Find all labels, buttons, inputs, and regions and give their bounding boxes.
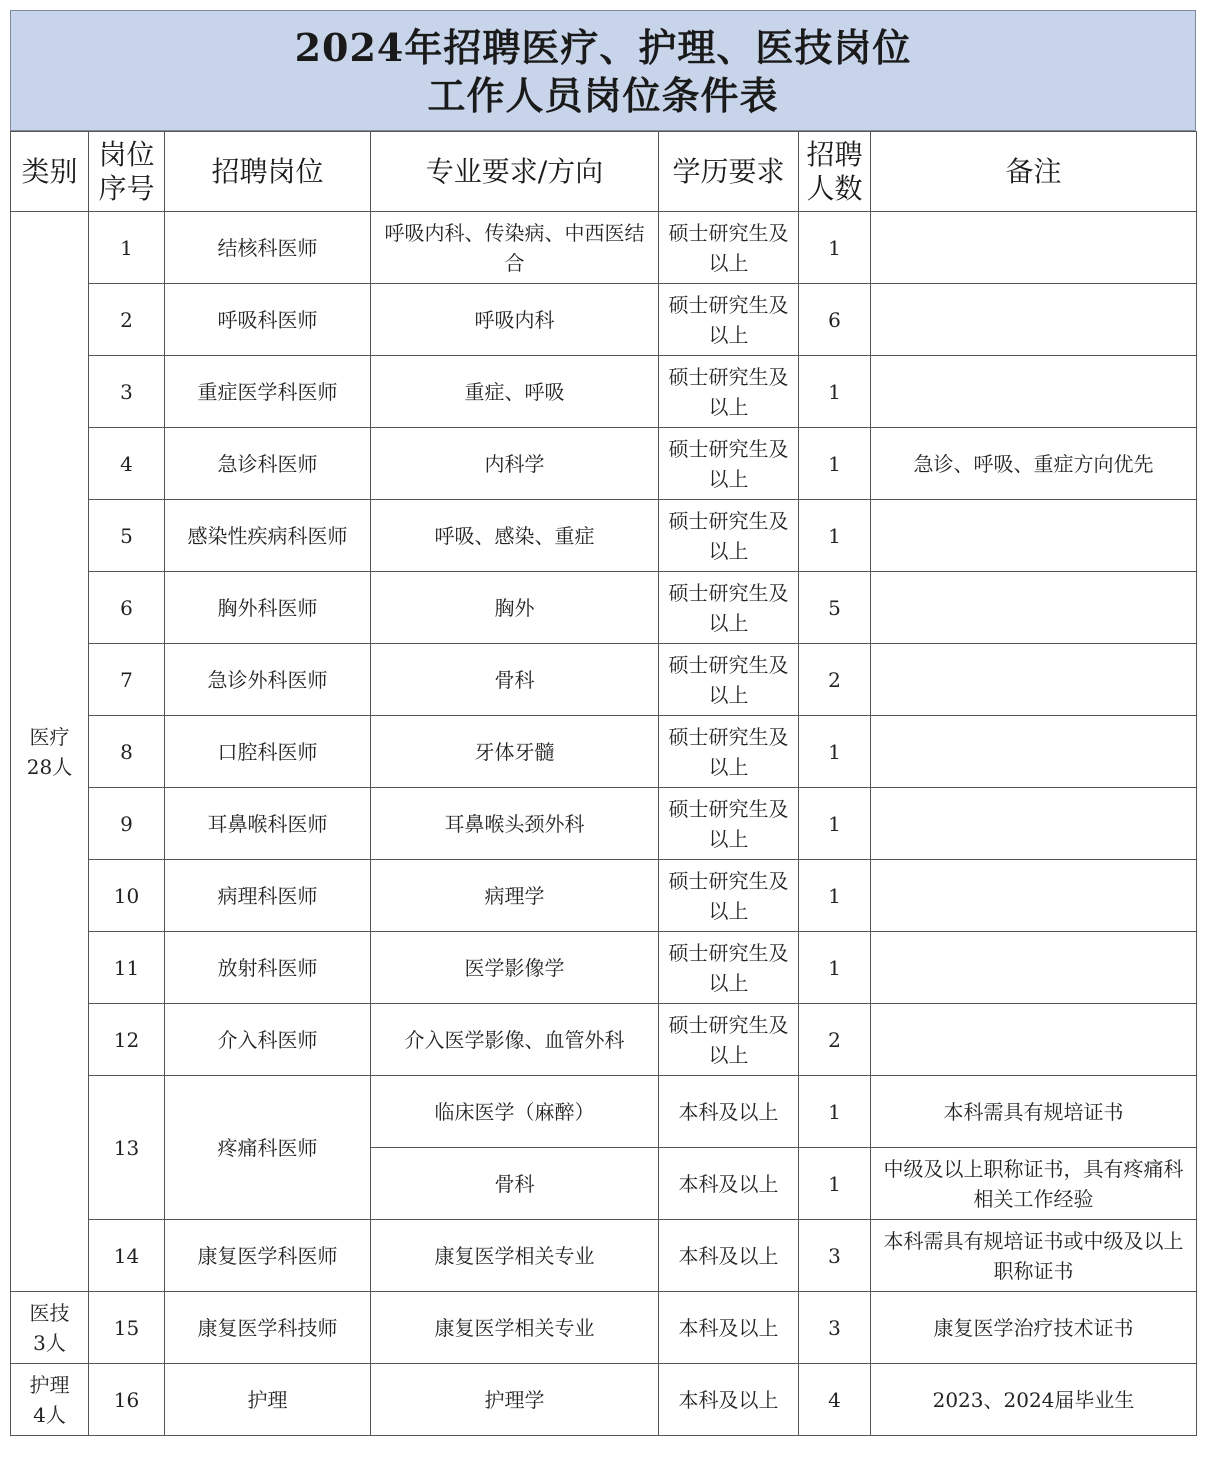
table-row	[11, 860, 1197, 932]
education-cell: 硕士研究生及以上	[659, 500, 799, 572]
seq-cell: 14	[89, 1220, 165, 1292]
table-row	[11, 284, 1197, 356]
header-count: 招聘 人数	[799, 132, 871, 212]
category-label: 护理	[29, 1372, 70, 1397]
position-cell: 放射科医师	[165, 932, 371, 1004]
title-line-2: 工作人员岗位条件表	[427, 73, 779, 118]
count-cell: 1	[799, 212, 871, 284]
position-conditions-table	[10, 131, 1197, 1436]
category-label: 医疗	[29, 724, 70, 749]
education-cell: 本科及以上	[659, 1364, 799, 1436]
seq-cell: 7	[89, 644, 165, 716]
note-cell	[871, 932, 1197, 1004]
major-cell: 病理学	[371, 860, 659, 932]
major-cell: 呼吸内科、传染病、中西医结合	[371, 212, 659, 284]
count-cell: 1	[799, 932, 871, 1004]
note-cell	[871, 788, 1197, 860]
seq-cell: 10	[89, 860, 165, 932]
count-cell: 1	[799, 788, 871, 860]
count-cell: 1	[799, 860, 871, 932]
note-cell	[871, 1004, 1197, 1076]
count-cell: 1	[799, 716, 871, 788]
note-cell	[871, 644, 1197, 716]
header-seq: 岗位 序号	[89, 132, 165, 212]
education-cell: 硕士研究生及以上	[659, 284, 799, 356]
position-cell: 呼吸科医师	[165, 284, 371, 356]
position-cell: 结核科医师	[165, 212, 371, 284]
note-cell: 本科需具有规培证书	[871, 1076, 1197, 1148]
education-cell: 硕士研究生及以上	[659, 212, 799, 284]
major-cell: 临床医学（麻醉）	[371, 1076, 659, 1148]
table-row	[11, 932, 1197, 1004]
note-cell	[871, 716, 1197, 788]
seq-cell: 15	[89, 1292, 165, 1364]
position-cell: 介入科医师	[165, 1004, 371, 1076]
table-row	[11, 1004, 1197, 1076]
count-cell: 2	[799, 1004, 871, 1076]
major-cell: 牙体牙髓	[371, 716, 659, 788]
education-cell: 硕士研究生及以上	[659, 428, 799, 500]
category-label: 医技	[29, 1300, 70, 1325]
position-cell: 胸外科医师	[165, 572, 371, 644]
note-cell: 本科需具有规培证书或中级及以上职称证书	[871, 1220, 1197, 1292]
seq-cell: 8	[89, 716, 165, 788]
position-cell: 疼痛科医师	[165, 1076, 371, 1220]
count-cell: 3	[799, 1292, 871, 1364]
major-cell: 胸外	[371, 572, 659, 644]
seq-cell: 12	[89, 1004, 165, 1076]
note-cell	[871, 860, 1197, 932]
major-cell: 护理学	[371, 1364, 659, 1436]
position-cell: 康复医学科医师	[165, 1220, 371, 1292]
header-position: 招聘岗位	[165, 132, 371, 212]
category-count: 28人	[26, 754, 73, 779]
position-cell: 感染性疾病科医师	[165, 500, 371, 572]
seq-cell: 6	[89, 572, 165, 644]
note-cell	[871, 572, 1197, 644]
header-education: 学历要求	[659, 132, 799, 212]
table-row	[11, 212, 1197, 284]
education-cell: 本科及以上	[659, 1292, 799, 1364]
education-cell: 硕士研究生及以上	[659, 572, 799, 644]
major-cell: 呼吸内科	[371, 284, 659, 356]
note-cell: 2023、2024届毕业生	[871, 1364, 1197, 1436]
education-cell: 硕士研究生及以上	[659, 644, 799, 716]
count-cell: 5	[799, 572, 871, 644]
category-cell-nursing	[11, 1364, 89, 1436]
major-cell: 呼吸、感染、重症	[371, 500, 659, 572]
major-cell: 骨科	[371, 644, 659, 716]
seq-cell: 11	[89, 932, 165, 1004]
seq-cell: 4	[89, 428, 165, 500]
recruitment-table-document	[10, 10, 1196, 1452]
note-cell	[871, 356, 1197, 428]
count-cell: 2	[799, 644, 871, 716]
category-cell-tech	[11, 1292, 89, 1364]
major-cell: 耳鼻喉头颈外科	[371, 788, 659, 860]
category-count: 4人	[33, 1402, 66, 1427]
position-cell: 重症医学科医师	[165, 356, 371, 428]
major-cell: 医学影像学	[371, 932, 659, 1004]
header-category: 类别	[11, 132, 89, 212]
major-cell: 康复医学相关专业	[371, 1292, 659, 1364]
education-cell: 硕士研究生及以上	[659, 860, 799, 932]
table-row	[11, 644, 1197, 716]
position-cell: 急诊外科医师	[165, 644, 371, 716]
seq-cell: 1	[89, 212, 165, 284]
count-cell: 4	[799, 1364, 871, 1436]
count-cell: 6	[799, 284, 871, 356]
note-cell	[871, 212, 1197, 284]
table-row	[11, 1076, 1197, 1148]
category-count: 3人	[33, 1330, 66, 1355]
seq-cell: 9	[89, 788, 165, 860]
note-cell	[871, 284, 1197, 356]
table-row	[11, 356, 1197, 428]
note-cell: 康复医学治疗技术证书	[871, 1292, 1197, 1364]
major-cell: 骨科	[371, 1148, 659, 1220]
count-cell: 3	[799, 1220, 871, 1292]
education-cell: 硕士研究生及以上	[659, 716, 799, 788]
position-cell: 康复医学科技师	[165, 1292, 371, 1364]
count-cell: 1	[799, 1076, 871, 1148]
major-cell: 介入医学影像、血管外科	[371, 1004, 659, 1076]
header-major: 专业要求/方向	[371, 132, 659, 212]
title-line-1: 2024年招聘医疗、护理、医技岗位	[294, 25, 912, 70]
header-row	[11, 132, 1197, 212]
major-cell: 重症、呼吸	[371, 356, 659, 428]
major-cell: 康复医学相关专业	[371, 1220, 659, 1292]
position-cell: 病理科医师	[165, 860, 371, 932]
education-cell: 硕士研究生及以上	[659, 788, 799, 860]
count-cell: 1	[799, 428, 871, 500]
count-cell: 1	[799, 1148, 871, 1220]
position-cell: 口腔科医师	[165, 716, 371, 788]
seq-cell: 5	[89, 500, 165, 572]
table-row	[11, 428, 1197, 500]
table-title	[10, 10, 1196, 131]
education-cell: 硕士研究生及以上	[659, 932, 799, 1004]
seq-cell: 13	[89, 1076, 165, 1220]
note-cell	[871, 500, 1197, 572]
education-cell: 本科及以上	[659, 1148, 799, 1220]
seq-cell: 3	[89, 356, 165, 428]
table-row	[11, 1220, 1197, 1292]
position-cell: 急诊科医师	[165, 428, 371, 500]
count-cell: 1	[799, 356, 871, 428]
education-cell: 本科及以上	[659, 1076, 799, 1148]
seq-cell: 16	[89, 1364, 165, 1436]
table-row	[11, 1364, 1197, 1436]
seq-cell: 2	[89, 284, 165, 356]
table-row	[11, 572, 1197, 644]
table-row	[11, 1292, 1197, 1364]
position-cell: 耳鼻喉科医师	[165, 788, 371, 860]
position-cell: 护理	[165, 1364, 371, 1436]
table-row	[11, 788, 1197, 860]
table-row	[11, 500, 1197, 572]
major-cell: 内科学	[371, 428, 659, 500]
note-cell: 中级及以上职称证书，具有疼痛科相关工作经验	[871, 1148, 1197, 1220]
education-cell: 硕士研究生及以上	[659, 1004, 799, 1076]
table-row	[11, 716, 1197, 788]
header-note: 备注	[871, 132, 1197, 212]
count-cell: 1	[799, 500, 871, 572]
education-cell: 硕士研究生及以上	[659, 356, 799, 428]
education-cell: 本科及以上	[659, 1220, 799, 1292]
category-cell-medical	[11, 212, 89, 1292]
note-cell: 急诊、呼吸、重症方向优先	[871, 428, 1197, 500]
